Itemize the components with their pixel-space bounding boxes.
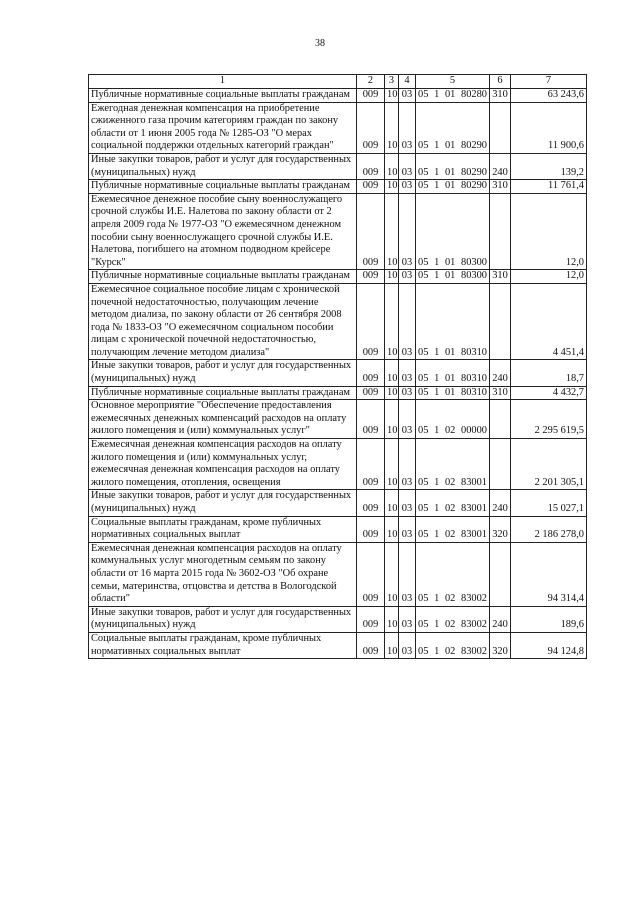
table-row [89,632,587,658]
amount-cell: 15 027,1 [511,490,587,516]
table-row [89,400,587,439]
section-code-cell: 10 [385,193,399,270]
amount-cell: 94 314,4 [511,542,587,606]
target-article-part: 80280 [461,89,487,100]
subsection-code-cell: 03 [399,153,416,179]
amount-cell: 2 295 619,5 [511,400,587,439]
expense-type-cell: 310 [490,386,511,400]
ministry-code-cell: 009 [357,102,385,153]
target-article-part: 83002 [461,619,487,631]
subsection-code-cell: 03 [399,193,416,270]
amount-cell: 189,6 [511,606,587,632]
amount-cell: 11 900,6 [511,102,587,153]
target-article-parts [418,593,487,606]
subsection-code-cell: 03 [399,516,416,542]
subsection-code-cell: 03 [399,283,416,360]
row-name-cell: Ежемесячное денежное пособие сыну военнослужащего срочной службы И.Е. Налетова по закону области от 2 апреля 2009 года № 1977-ОЗ "О ежемесячном денежном пособии сыну военнослужащего срочной службы И.Е. Налетова, погибшего на атомном подводном крейсере "Курск" [89,193,357,270]
col-header-2: 2 [357,75,385,89]
col-header-5: 5 [416,75,490,89]
target-article-parts [418,140,487,153]
target-article-part: 80310 [461,373,487,385]
target-article-part: 80290 [461,140,487,152]
expense-type-cell: 320 [490,632,511,658]
ministry-code-cell: 009 [357,516,385,542]
section-code-cell: 10 [385,102,399,153]
target-article-part: 83001 [461,476,487,488]
target-article-cell [416,490,490,516]
ministry-code-cell: 009 [357,386,385,400]
amount-cell: 18,7 [511,360,587,386]
amount-cell: 4 432,7 [511,386,587,400]
row-name-cell: Публичные нормативные социальные выплаты гражданам [89,386,357,400]
target-article-part: 80310 [461,346,487,358]
target-article-cell [416,102,490,153]
target-article-part: 05 [418,476,429,488]
ministry-code-cell: 009 [357,89,385,103]
subsection-code-cell: 03 [399,400,416,439]
row-name-cell: Ежемесячное социальное пособие лицам с хронической почечной недостаточностью, получающим лечение методом диализа, по закону области от 26 сентября 2008 года № 1833-ОЗ "О ежемесячном социальном пособии лицам с хронической почечной недостаточностью, получающим лечение методом диализа" [89,283,357,360]
row-name-cell: Публичные нормативные социальные выплаты гражданам [89,89,357,103]
ministry-code-cell: 009 [357,439,385,490]
ministry-code-cell: 009 [357,606,385,632]
target-article-part: 02 [444,503,456,514]
target-article-part: 02 [444,529,456,541]
table-row [89,360,587,386]
target-article-parts [418,477,487,490]
section-code-cell: 10 [385,542,399,606]
target-article-parts [418,503,487,516]
row-name-cell: Основное мероприятие "Обеспечение предоставления ежемесячных денежных компенсаций расходов на оплату жилого помещения и (или) коммунальных услуг" [89,400,357,439]
row-name-cell: Социальные выплаты гражданам, кроме публичных нормативных социальных выплат [89,632,357,658]
row-name-cell: Ежегодная денежная компенсация на приобретение сжиженного газа прочим категориям граждан по закону области от 1 июня 2005 года № 1285-ОЗ "О мерах социальной поддержки отдельных категорий граждан" [89,102,357,153]
target-article-part: 05 [418,619,429,631]
amount-cell: 11 761,4 [511,180,587,194]
target-article-part: 05 [418,89,429,100]
row-name-cell: Иные закупки товаров, работ и услуг для государственных (муниципальных) нужд [89,153,357,179]
expense-type-cell: 310 [490,180,511,194]
target-article-parts [418,373,487,386]
expense-type-cell [490,193,511,270]
target-article-part: 02 [444,619,456,631]
row-name-cell: Социальные выплаты гражданам, кроме публичных нормативных социальных выплат [89,516,357,542]
col-header-7: 7 [511,75,587,89]
expense-type-cell: 320 [490,516,511,542]
amount-cell: 63 243,6 [511,89,587,103]
ministry-code-cell: 009 [357,180,385,194]
target-article-part: 02 [444,645,456,657]
table-row [89,270,587,284]
ministry-code-cell: 009 [357,270,385,284]
target-article-parts [418,387,487,400]
ministry-code-cell: 009 [357,400,385,439]
row-name-cell: Ежемесячная денежная компенсация расходов на оплату жилого помещения и (или) коммунальных услуг, ежемесячная денежная компенсация расходов на оплату жилого помещения, отопления, освещения [89,439,357,490]
row-name-cell: Публичные нормативные социальные выплаты гражданам [89,270,357,284]
target-article-part: 83002 [461,645,487,657]
target-article-parts [418,646,487,659]
table-row [89,283,587,360]
expense-type-cell [490,283,511,360]
target-article-part: 05 [418,529,429,541]
target-article-part: 1 [434,619,440,631]
target-article-part: 05 [418,425,429,437]
target-article-part: 05 [418,503,429,514]
amount-cell: 4 451,4 [511,283,587,360]
target-article-part: 1 [434,386,440,398]
target-article-part: 80300 [461,270,487,282]
target-article-part: 1 [434,166,440,178]
target-article-part: 1 [434,89,440,100]
ministry-code-cell: 009 [357,360,385,386]
target-article-part: 1 [434,373,440,385]
target-article-part: 01 [444,373,456,385]
subsection-code-cell: 03 [399,89,416,103]
target-article-part: 05 [418,373,429,385]
target-article-part: 80310 [461,386,487,398]
target-article-cell [416,400,490,439]
target-article-cell [416,439,490,490]
amount-cell: 2 186 278,0 [511,516,587,542]
section-code-cell: 10 [385,270,399,284]
expense-type-cell [490,439,511,490]
target-article-part: 05 [418,166,429,178]
target-article-part: 02 [444,476,456,488]
target-article-part: 1 [434,645,440,657]
target-article-part: 05 [418,270,429,282]
target-article-part: 02 [444,593,456,605]
target-article-part: 00000 [461,425,487,437]
row-name-cell: Публичные нормативные социальные выплаты гражданам [89,180,357,194]
target-article-cell [416,386,490,400]
target-article-part: 05 [418,593,429,605]
ministry-code-cell: 009 [357,632,385,658]
target-article-part: 01 [444,180,456,192]
target-article-cell [416,516,490,542]
target-article-part: 80290 [461,180,487,192]
page-number: 38 [315,38,325,49]
target-article-part: 1 [434,529,440,541]
target-article-part: 1 [434,270,440,282]
target-article-part: 80300 [461,256,487,268]
expense-type-cell [490,102,511,153]
ministry-code-cell: 009 [357,153,385,179]
target-article-part: 01 [444,386,456,398]
target-article-parts [418,619,487,632]
expense-type-cell: 310 [490,89,511,103]
amount-cell: 94 124,8 [511,632,587,658]
target-article-part: 01 [444,140,456,152]
target-article-cell [416,632,490,658]
target-article-part: 1 [434,180,440,192]
target-article-cell [416,193,490,270]
target-article-part: 05 [418,256,429,268]
budget-table [88,74,587,659]
subsection-code-cell: 03 [399,360,416,386]
target-article-part: 01 [444,256,456,268]
target-article-cell [416,360,490,386]
expense-type-cell: 310 [490,270,511,284]
target-article-cell [416,606,490,632]
target-article-part: 01 [444,166,456,178]
row-name-cell: Иные закупки товаров, работ и услуг для государственных (муниципальных) нужд [89,490,357,516]
col-header-3: 3 [385,75,399,89]
target-article-parts [418,529,487,542]
col-header-1: 1 [89,75,357,89]
target-article-part: 1 [434,140,440,152]
target-article-cell [416,283,490,360]
table-row [89,606,587,632]
ministry-code-cell: 009 [357,490,385,516]
row-name-cell: Иные закупки товаров, работ и услуг для государственных (муниципальных) нужд [89,606,357,632]
subsection-code-cell: 03 [399,632,416,658]
target-article-cell [416,270,490,284]
section-code-cell: 10 [385,89,399,103]
col-header-4: 4 [399,75,416,89]
section-code-cell: 10 [385,439,399,490]
target-article-parts [418,270,487,283]
section-code-cell: 10 [385,516,399,542]
target-article-part: 1 [434,593,440,605]
target-article-cell [416,153,490,179]
target-article-part: 05 [418,645,429,657]
table-row [89,516,587,542]
subsection-code-cell: 03 [399,180,416,194]
target-article-parts [418,180,487,193]
section-code-cell: 10 [385,153,399,179]
table-row [89,386,587,400]
section-code-cell: 10 [385,606,399,632]
row-name-cell: Иные закупки товаров, работ и услуг для государственных (муниципальных) нужд [89,360,357,386]
row-name-cell: Ежемесячная денежная компенсация расходов на оплату коммунальных услуг многодетным семьям по закону области от 16 марта 2015 года № 3602-ОЗ "Об охране семьи, материнства, отцовства и детства в Вологодской области" [89,542,357,606]
table-row [89,102,587,153]
target-article-part: 1 [434,346,440,358]
target-article-part: 83001 [461,503,487,514]
table-row [89,490,587,516]
target-article-part: 83002 [461,593,487,605]
amount-cell: 2 201 305,1 [511,439,587,490]
section-code-cell: 10 [385,632,399,658]
section-code-cell: 10 [385,360,399,386]
table-row [89,153,587,179]
subsection-code-cell: 03 [399,606,416,632]
expense-type-cell: 240 [490,153,511,179]
section-code-cell: 10 [385,180,399,194]
target-article-parts [418,425,487,438]
expense-type-cell [490,400,511,439]
target-article-cell [416,542,490,606]
amount-cell: 12,0 [511,193,587,270]
section-code-cell: 10 [385,400,399,439]
subsection-code-cell: 03 [399,270,416,284]
section-code-cell: 10 [385,283,399,360]
ministry-code-cell: 009 [357,542,385,606]
target-article-cell [416,89,490,103]
target-article-part: 05 [418,180,429,192]
table-row [89,193,587,270]
target-article-part: 01 [444,346,456,358]
target-article-parts [418,347,487,360]
target-article-part: 01 [444,89,456,100]
subsection-code-cell: 03 [399,490,416,516]
ministry-code-cell: 009 [357,193,385,270]
target-article-part: 1 [434,503,440,514]
target-article-part: 05 [418,346,429,358]
table-row [89,542,587,606]
subsection-code-cell: 03 [399,386,416,400]
section-code-cell: 10 [385,490,399,516]
target-article-parts [418,89,487,102]
target-article-part: 02 [444,425,456,437]
header-row [89,75,587,89]
amount-cell: 12,0 [511,270,587,284]
target-article-part: 05 [418,140,429,152]
subsection-code-cell: 03 [399,102,416,153]
amount-cell: 139,2 [511,153,587,179]
target-article-part: 01 [444,270,456,282]
target-article-part: 05 [418,386,429,398]
target-article-parts [418,167,487,180]
section-code-cell: 10 [385,386,399,400]
col-header-6: 6 [490,75,511,89]
subsection-code-cell: 03 [399,542,416,606]
subsection-code-cell: 03 [399,439,416,490]
expense-type-cell [490,542,511,606]
table-row [89,89,587,103]
target-article-part: 1 [434,476,440,488]
target-article-part: 83001 [461,529,487,541]
table-row [89,439,587,490]
expense-type-cell: 240 [490,606,511,632]
target-article-cell [416,180,490,194]
target-article-part: 80290 [461,166,487,178]
target-article-parts [418,257,487,270]
table-row [89,180,587,194]
expense-type-cell: 240 [490,360,511,386]
target-article-part: 1 [434,256,440,268]
target-article-part: 1 [434,425,440,437]
expense-type-cell: 240 [490,490,511,516]
ministry-code-cell: 009 [357,283,385,360]
